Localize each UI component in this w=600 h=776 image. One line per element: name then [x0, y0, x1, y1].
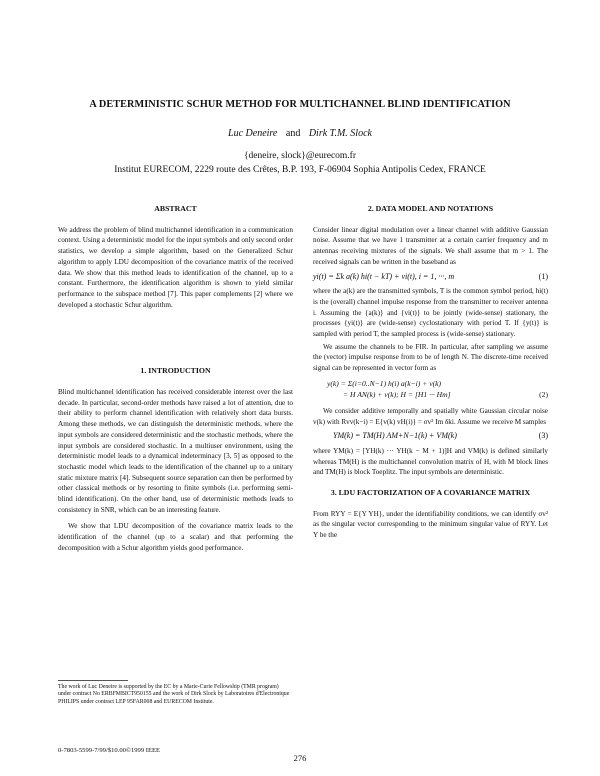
page-number: 276 [293, 753, 307, 763]
introduction-paragraph: Blind multichannel identification has received considerable interest over the last decade. In particular, second-order methods have raised a lot of attention, due to their ability to perform channel identification with relatively short data bursts. Among these methods, we can distinguish the deterministic methods, where the input symbols are considered deterministic and the stochastic methods, where the input symbols are considered stochastic. In a multiuser environment, using the deterministic model leads to a dynamical indeterminacy [3, 5] as opposed to the stochastic model which leads to the identification of the channel up to a unitary static mixture matrix [4]. Subsequent source separation can then be performed by other classical methods or by resorting to finite symbols (i.e. performing semi-blind identification). On the other hand, use of deterministic methods leads to consistency in SNR, which can be an interesting feature. [58, 388, 293, 514]
footnote-rule [58, 680, 128, 681]
introduction-heading: 1. INTRODUCTION [140, 366, 211, 376]
author-name: Dirk T.M. Slock [308, 128, 372, 139]
data-model-paragraph: Consider linear digital modulation over a linear channel with additive Gaussian noise. Assume that we have 1 transmitter at a certain carrier frequency and m antennas receiving mixtures of the signals. We shall assume that m > 1. The received signals can be written in the baseband as [313, 225, 548, 266]
author-email: {deneire, slock}@eurecom.fr [243, 151, 357, 161]
ldu-paragraph: From RYY = E{Y YH}, under the identifiability conditions, we can identify σv² as the singular vector corresponding to the minimum singular value of RYY. Let Y be the [313, 509, 548, 540]
equation-2 [313, 378, 548, 400]
ldu-heading: 3. LDU FACTORIZATION OF A COVARIANCE MATRIX [330, 488, 531, 498]
data-model-paragraph: where YM(k) = [YH(k) ··· YH(k − M + 1)]H and VM(k) is defined similarly whereas TM(H) is the multichannel convolution matrix of H, with M block lines and TM(H) is block Toeplitz. The input symbols are deterministic. [313, 446, 548, 477]
equation-body: y(k) = Σ(i=0..N−1) h(i) a(k−i) + v(k) [327, 378, 442, 388]
right-column [313, 204, 548, 541]
author-line [40, 128, 560, 139]
author-affiliation: Institut EURECOM, 2229 route des Crêtes, B.P. 193, F-06904 Sophia Antipolis Cedex, FRANCE [114, 165, 486, 175]
equation-body: = H AN(k) + v(k); H = [H1 ··· Hm] [343, 389, 451, 399]
abstract-text: We address the problem of blind multichannel identification in a communication context. Using a deterministic model for the input symbols and only second order statistics, we develop a simple algorithm, based on the Generalized Schur algorithm to apply LDU decomposition of the covariance matrix of the received data. We show that this method leads to identification of the channel, up to a constant. Furthermore, the identification algorithm is shown to yield similar performance to the subspace method [7]. This paper complements [2] where we developed a stochastic Schur algorithm. [58, 225, 293, 309]
author-conjunction: and [285, 128, 301, 139]
data-model-paragraph: We assume the channels to be FIR. In particular, after sampling we assume the (vector) impulse response from to be of length N. The discrete-time received signal can be represented in vector form as [313, 342, 548, 373]
equation-number: (2) [539, 389, 548, 399]
data-model-paragraph: We consider additive temporally and spatially white Gaussian circular noise v(k) with Rvv(k−i) = E{v(k) vH(i)} = σv² Im δki. Assume we receive M samples [313, 406, 548, 426]
equation-3 [313, 431, 548, 442]
footnote: The work of Luc Deneire is supported by the EC by a Marie-Curie Fellowship (TMR program) under contract No ERBFMBICT950155 and the work of Dirk Slock by Laboratoires d'Electronique PHILIPS under contract LEP 95FAR008 and EURECOM Institute. [58, 684, 290, 705]
equation-1 [313, 272, 548, 283]
equation-number: (1) [538, 271, 548, 281]
author-name: Luc Deneire [228, 128, 278, 139]
data-model-heading: 2. DATA MODEL AND NOTATIONS [367, 204, 494, 213]
equation-body: yi(t) = Σk a(k) hi(t − kT) + vi(t), i = 1, ···, m [313, 271, 455, 281]
introduction-paragraph: We show that LDU decomposition of the covariance matrix leads to the identification of the channel (up to a scalar) and that performing the decomposition with a Schur algorithm yields good performance. [58, 522, 293, 552]
equation-number: (3) [538, 431, 548, 441]
left-column [58, 204, 293, 554]
equation-body: YM(k) = TM(H) AM+N−1(k) + VM(k) [333, 431, 457, 441]
data-model-paragraph: where the a(k) are the transmitted symbols, T is the common symbol period, hi(t) is the (overall) channel impulse response from the transmitter to receiver antenna i. Assuming the {a(k)} and {vi(t)} to be jointly (wide-sense) stationary, the processes {yi(t)} are (wide-sense) cyclostationary with period T. If {y(t)} is sampled with period T, the sampled process is (wide-sense) stationary. [313, 287, 548, 339]
isbn-line: 0-7803-5599-7/99/$10.00©1999 IEEE [58, 747, 161, 754]
abstract-heading: ABSTRACT [154, 204, 197, 213]
paper-title: A DETERMINISTIC SCHUR METHOD FOR MULTICHANNEL BLIND IDENTIFICATION [89, 99, 511, 110]
